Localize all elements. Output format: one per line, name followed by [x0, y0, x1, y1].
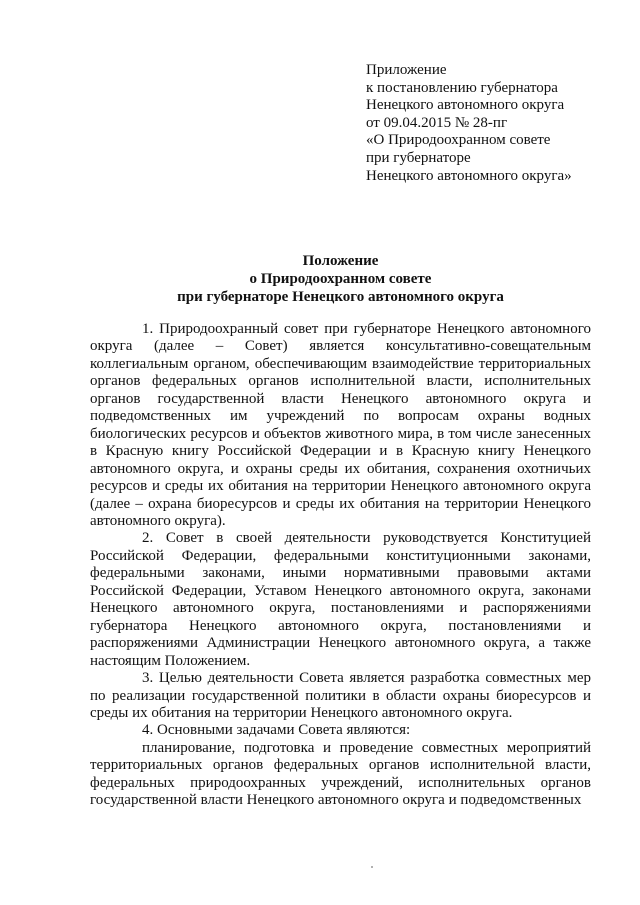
- paragraph-4: 4. Основными задачами Совета являются:: [142, 722, 411, 739]
- paragraph-3: 3. Целью деятельности Совета является разработка совместных мер по реализации государственной политики в области охраны биоресурсов и среды их обитания на территории Ненецкого автономного округа.: [90, 670, 591, 721]
- annex-line: к постановлению губернатора: [366, 79, 558, 96]
- annex-line: при губернаторе: [366, 149, 471, 166]
- annex-line: Ненецкого автономного округа: [366, 97, 565, 114]
- document-title: [90, 252, 591, 306]
- document-body: [90, 321, 591, 810]
- paragraph-2: 2. Совет в своей деятельности руководствуется Конституцией Российской Федерации, федеральными конституционными законами, федеральными законами, иными нормативными правовыми актами Российской Федерации, Уставом Ненецкого автономного округа, законами Ненецкого автономного округа, постановлениями и распоряжениями губернатора Ненецкого автономного округа, постановлениями и распоряжениями Администрации Ненецкого автономного округа, а также настоящим Положением.: [90, 530, 591, 669]
- annex-line: от 09.04.2015 № 28-пг: [366, 114, 508, 131]
- annex-line: «О Природоохранном совете: [366, 132, 551, 149]
- title-line: при губернаторе Ненецкого автономного округа: [177, 289, 504, 305]
- title-line: о Природоохранном совете: [249, 271, 432, 287]
- annex-line: Приложение: [366, 62, 447, 78]
- scan-speck: [371, 866, 373, 868]
- paragraph-1: 1. Природоохранный совет при губернаторе Ненецкого автономного округа (далее – Совет) является консультативно-совещательным коллегиальным органом, обеспечивающим взаимодействие территориальных органов федеральных органов исполнительной власти, исполнительных органов государственной власти Ненецкого автономного округа и подведомственных им учреждений по вопросам охраны водных биологических ресурсов и объектов животного мира, в том числе занесенных в Красную книгу Российской Федерации и в Красную книгу Ненецкого автономного округа, и охраны среды их обитания, сохранения охотничьих ресурсов и среды их обитания на территории Ненецкого автономного округа (далее – охрана биоресурсов и среды их обитания на территории Ненецкого автономного округа).: [90, 321, 591, 529]
- annex-line: Ненецкого автономного округа»: [366, 167, 572, 184]
- paragraph-5: планирование, подготовка и проведение совместных мероприятий территориальных органов федеральных органов исполнительной власти, федеральных природоохранных учреждений, исполнительных органов государственной власти Ненецкого автономного округа и подведомственных: [90, 739, 591, 809]
- title-line: Положение: [302, 253, 379, 269]
- annex-header: [366, 62, 616, 185]
